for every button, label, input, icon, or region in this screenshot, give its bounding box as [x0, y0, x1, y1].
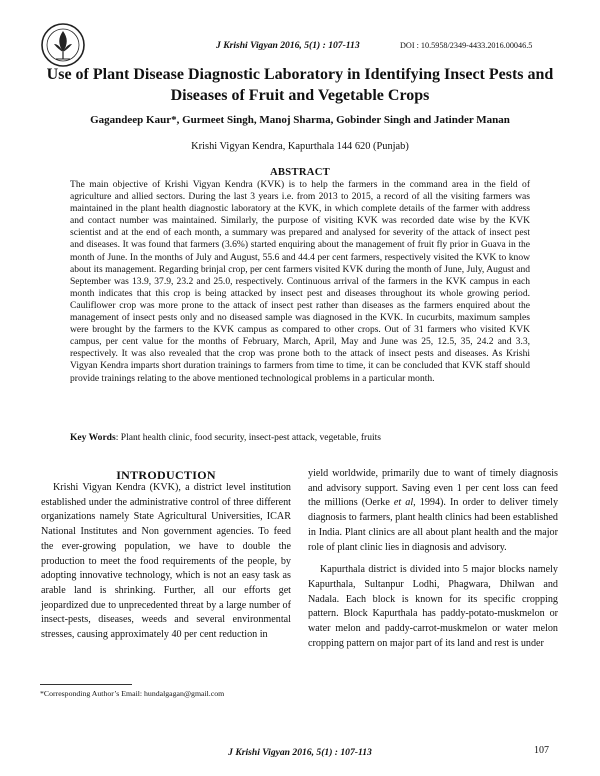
- abstract-text: The main objective of Krishi Vigyan Kendra (KVK) is to help the farmers in the command area in the field of agriculture and allied sectors. During the last 3 years i.e. from 2013 to 2015, a record of all the visiting farmers was maintained in the plant health diagnostic laboratory at the KVK, in which complete details of the farmer with address and contact number was maintained. Similarly, the purpose of visiting KVK was recorded date wise by the KVK scientist and at the end of each month, a summary was prepared and analysed for severity of the attack of insect pest and diseases. It was found that farmers (3.6%) started enquiring about the management of fruit fly prior in Guava in the month of June. In the months of July and August, 55.6 and 44.4 per cent farmers, respectively visited the KVK to know about its management. Regarding brinjal crop, per cent farmers visited KVK during the month of June, July, August and September was 13.9, 37.9, 23.2 and 25.0, respectively. Continuous arrival of the farmers in the KVK campus in each month indicates that this crop is being attacked by insect pest and diseases throughout its whole growing period. Cauliflower crop was more prone to the attack of insect pest rather than diseases as the farmers enquired about the management of insect pests only and no diseased sample was diagnosed in the KVK. In cucurbits, maximum samples were brought by the farmers to the KVK campus as compared to other crops. Out of 31 farmers who visited KVK campus, per cent value for the months of February, March, April, May and June was 25, 12.5, 35, 24.2 and 3.3, respectively. It was also revealed that the crop was prone both to the attack of insect pests and diseases. As Krishi Vigyan Kendra imparts short duration trainings to farmers from time to time, it can be concluded that KVK staff should provide trainings relating to the above mentioned technological problems in a particular month.: [70, 179, 530, 384]
- introduction-right-column: [308, 467, 558, 651]
- keywords-list: : Plant health clinic, food security, insect-pest attack, vegetable, fruits: [115, 432, 381, 443]
- affiliation: Krishi Vigyan Kendra, Kapurthala 144 620 (Punjab): [191, 141, 409, 152]
- footer-journal-reference: J Krishi Vigyan 2016, 5(1) : 107-113: [228, 747, 372, 758]
- article-title: Use of Plant Disease Diagnostic Laboratory in Identifying Insect Pests and Diseases of Fruit and Vegetable Crops: [46, 66, 554, 104]
- footnote-divider: [40, 684, 132, 685]
- paragraph-kapurthala: Kapurthala district is divided into 5 major blocks namely Kapurthala, Sultanpur Lodhi, Phagwara, Dhilwan and Nadala. Each block is known for its specific cropping pattern. Block Kapurthala has paddy-potato-muskmelon or water melon and paddy-carrot-muskmelon or water melon cropping pattern on major part of its land and rest is under: [308, 564, 558, 649]
- keywords-label: Key Words: [70, 432, 116, 443]
- page-number: 107: [534, 745, 549, 756]
- doi[interactable]: DOI : 10.5958/2349-4433.2016.00046.5: [400, 41, 533, 50]
- author-list: Gagandeep Kaur*, Gurmeet Singh, Manoj Sharma, Gobinder Singh and Jatinder Manan: [90, 114, 510, 126]
- corresponding-author-footnote: *Corresponding Author’s Email: hundalgagan@gmail.com: [40, 689, 225, 698]
- keywords: [70, 432, 530, 443]
- introduction-left-column: Krishi Vigyan Kendra (KVK), a district level institution established under the administrative control of three different organizations namely State Agricultural Universities, ICAR National Institutes and Non government agencies. To feed the ever-growing population, we have to double the production to meet the food requirements of the people, by adopting innovative technology, which is not an easy task as arable land is shrinking. Further, all our efforts get jeopardized due to unprecedented threat by a large number of insect-pests, diseases, weeds and several environmental stresses, causing approximately 40 per cent reduction in: [41, 482, 291, 641]
- journal-reference: J Krishi Vigyan 2016, 5(1) : 107-113: [216, 40, 360, 51]
- paragraph-continuation: yield worldwide, primarily due to want of timely diagnosis and advisory support. Saving even 1 per cent loss can feed the millions (Oerke et al, 1994). In order to deliver timely diagnosis to farmers, plant health clinics had been established in India. Plant clinics are all about plant health and the major role of plant clinic lies in diagnosis and advisory.: [308, 468, 559, 553]
- abstract-heading: ABSTRACT: [269, 167, 331, 178]
- journal-logo: [40, 22, 86, 68]
- introduction-heading: INTRODUCTION: [116, 468, 216, 482]
- citation-et-al: et al,: [393, 497, 416, 509]
